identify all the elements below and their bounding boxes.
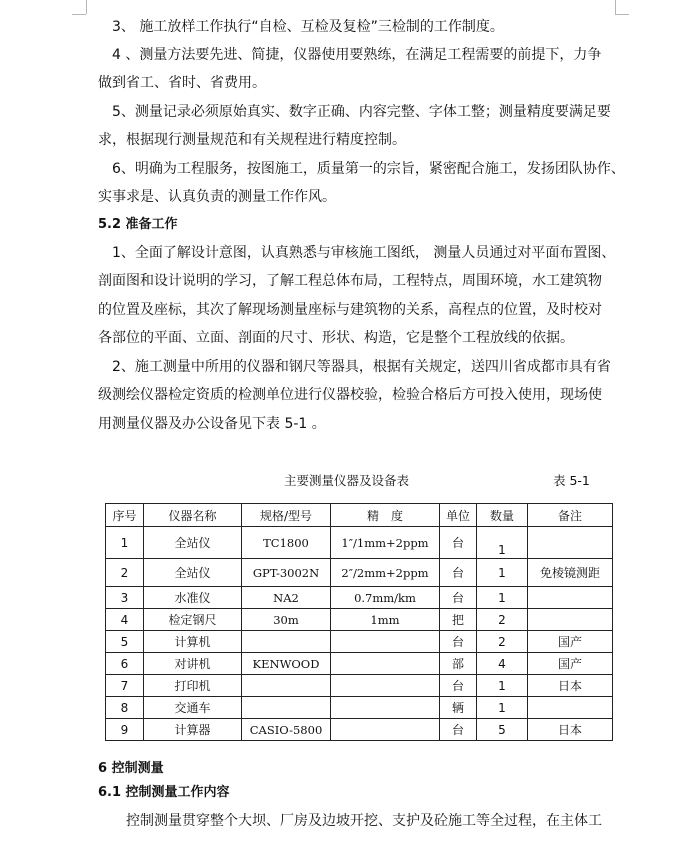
cell-instrument-name: 计算器 [144, 719, 242, 741]
header-remarks: 备注 [528, 504, 613, 527]
cell-precision: 2″/2mm+2ppm [331, 559, 440, 587]
header-precision: 精 度 [331, 504, 440, 527]
cell-unit: 台 [440, 631, 477, 653]
cell-index: 5 [106, 631, 144, 653]
cell-unit: 把 [440, 609, 477, 631]
cell-index: 2 [106, 559, 144, 587]
cell-quantity: 1 [477, 559, 528, 587]
cell-remarks: 国产 [528, 631, 613, 653]
cell-remarks: 日本 [528, 675, 613, 697]
paragraph-6-line1: 6、明确为工程服务，按图施工，质量第一的宗旨，紧密配合施工，发扬团队协作、 [112, 161, 625, 177]
section-heading-5-2: 5.2 准备工作 [98, 217, 178, 232]
cell-unit: 辆 [440, 697, 477, 719]
header-model: 规格/型号 [242, 504, 331, 527]
cell-quantity: 2 [477, 609, 528, 631]
cell-model: TC1800 [242, 527, 331, 559]
cell-instrument-name: 交通车 [144, 697, 242, 719]
cell-remarks [528, 587, 613, 609]
paragraph-3: 3、 施工放样工作执行“自检、互检及复检”三检制的工作制度。 [112, 19, 504, 35]
cell-unit: 部 [440, 653, 477, 675]
cell-quantity: 5 [477, 719, 528, 741]
cell-model [242, 631, 331, 653]
section-heading-6-1: 6.1 控制测量工作内容 [98, 785, 230, 800]
paragraph-4-line1: 4 、测量方法要先进、简捷，仪器使用要熟练，在满足工程需要的前提下，力争 [112, 47, 602, 63]
table-row [106, 719, 613, 741]
section-heading-6: 6 控制测量 [98, 761, 164, 776]
cell-precision [331, 697, 440, 719]
table-label: 表 5-1 [553, 473, 590, 488]
cell-instrument-name: 水准仪 [144, 587, 242, 609]
header-unit: 单位 [440, 504, 477, 527]
cell-index: 9 [106, 719, 144, 741]
cell-quantity: 4 [477, 653, 528, 675]
cell-index: 8 [106, 697, 144, 719]
cell-remarks: 国产 [528, 653, 613, 675]
cell-unit: 台 [440, 559, 477, 587]
prep-paragraph-2-line2: 级测绘仪器检定资质的检测单位进行仪器校验，检验合格后方可投入使用，现场使 [98, 387, 602, 403]
paragraph-5-line1: 5、测量记录必须原始真实、数字正确、内容完整、字体工整；测量精度要满足要 [112, 104, 611, 120]
header-quantity: 数量 [477, 504, 528, 527]
paragraph-6-line2: 实事求是、认真负责的测量工作作风。 [98, 189, 336, 205]
page-corner-mark [86, 0, 87, 14]
cell-instrument-name: 检定钢尺 [144, 609, 242, 631]
equipment-table [105, 503, 613, 741]
cell-model: CASIO-5800 [242, 719, 331, 741]
table-row [106, 587, 613, 609]
cell-model: GPT-3002N [242, 559, 331, 587]
cell-model: 30m [242, 609, 331, 631]
cell-model [242, 697, 331, 719]
cell-precision [331, 653, 440, 675]
table-row [106, 559, 613, 587]
table-row [106, 609, 613, 631]
page-corner-mark [615, 14, 629, 15]
cell-index: 4 [106, 609, 144, 631]
cell-unit: 台 [440, 587, 477, 609]
cell-quantity: 1 [477, 527, 528, 559]
cell-unit: 台 [440, 675, 477, 697]
cell-remarks: 日本 [528, 719, 613, 741]
cell-index: 3 [106, 587, 144, 609]
cell-precision [331, 719, 440, 741]
cell-quantity: 1 [477, 697, 528, 719]
cell-index: 6 [106, 653, 144, 675]
cell-instrument-name: 全站仪 [144, 527, 242, 559]
prep-paragraph-1-line2: 剖面图和设计说明的学习，了解工程总体布局，工程特点，周围环境，水工建筑物 [98, 273, 602, 289]
table-title: 主要测量仪器及设备表 [284, 473, 410, 488]
page-corner-mark [72, 14, 86, 15]
cell-remarks [528, 697, 613, 719]
cell-instrument-name: 全站仪 [144, 559, 242, 587]
header-index: 序号 [106, 504, 144, 527]
cell-remarks: 免棱镜测距 [528, 559, 613, 587]
cell-quantity: 1 [477, 675, 528, 697]
cell-model [242, 675, 331, 697]
cell-remarks [528, 609, 613, 631]
cell-instrument-name: 计算机 [144, 631, 242, 653]
cell-index: 1 [106, 527, 144, 559]
table-row [106, 631, 613, 653]
header-instrument-name: 仪器名称 [144, 504, 242, 527]
prep-paragraph-1-line1: 1、全面了解设计意图，认真熟悉与审核施工图纸， 测量人员通过对平面布置图、 [112, 245, 616, 261]
prep-paragraph-1-line4: 各部位的平面、立面、剖面的尺寸、形状、构造，它是整个工程放线的依据。 [98, 330, 574, 346]
paragraph-4-line2: 做到省工、省时、省费用。 [98, 75, 266, 91]
table-row [106, 697, 613, 719]
table-row [106, 675, 613, 697]
cell-precision: 0.7mm/km [331, 587, 440, 609]
cell-remarks [528, 527, 613, 559]
cell-model: NA2 [242, 587, 331, 609]
cell-instrument-name: 对讲机 [144, 653, 242, 675]
cell-precision [331, 631, 440, 653]
cell-instrument-name: 打印机 [144, 675, 242, 697]
paragraph-control-survey: 控制测量贯穿整个大坝、厂房及边坡开挖、支护及砼施工等全过程，在主体工 [126, 813, 602, 829]
table-row [106, 527, 613, 559]
cell-unit: 台 [440, 719, 477, 741]
paragraph-5-line2: 求，根据现行测量规范和有关规程进行精度控制。 [98, 132, 406, 148]
cell-model: KENWOOD [242, 653, 331, 675]
prep-paragraph-2-line3: 用测量仪器及办公设备见下表 5-1 。 [98, 416, 326, 432]
prep-paragraph-2-line1: 2、施工测量中所用的仪器和钢尺等器具，根据有关规定，送四川省成都市具有省 [112, 359, 611, 375]
prep-paragraph-1-line3: 的位置及座标，其次了解现场测量座标与建筑物的关系，高程点的位置，及时校对 [98, 302, 602, 318]
cell-unit: 台 [440, 527, 477, 559]
page-corner-mark [615, 0, 616, 14]
cell-precision [331, 675, 440, 697]
cell-precision: 1″/1mm+2ppm [331, 527, 440, 559]
cell-quantity: 2 [477, 631, 528, 653]
cell-quantity: 1 [477, 587, 528, 609]
cell-precision: 1mm [331, 609, 440, 631]
table-header-row [106, 504, 613, 527]
cell-index: 7 [106, 675, 144, 697]
table-row [106, 653, 613, 675]
